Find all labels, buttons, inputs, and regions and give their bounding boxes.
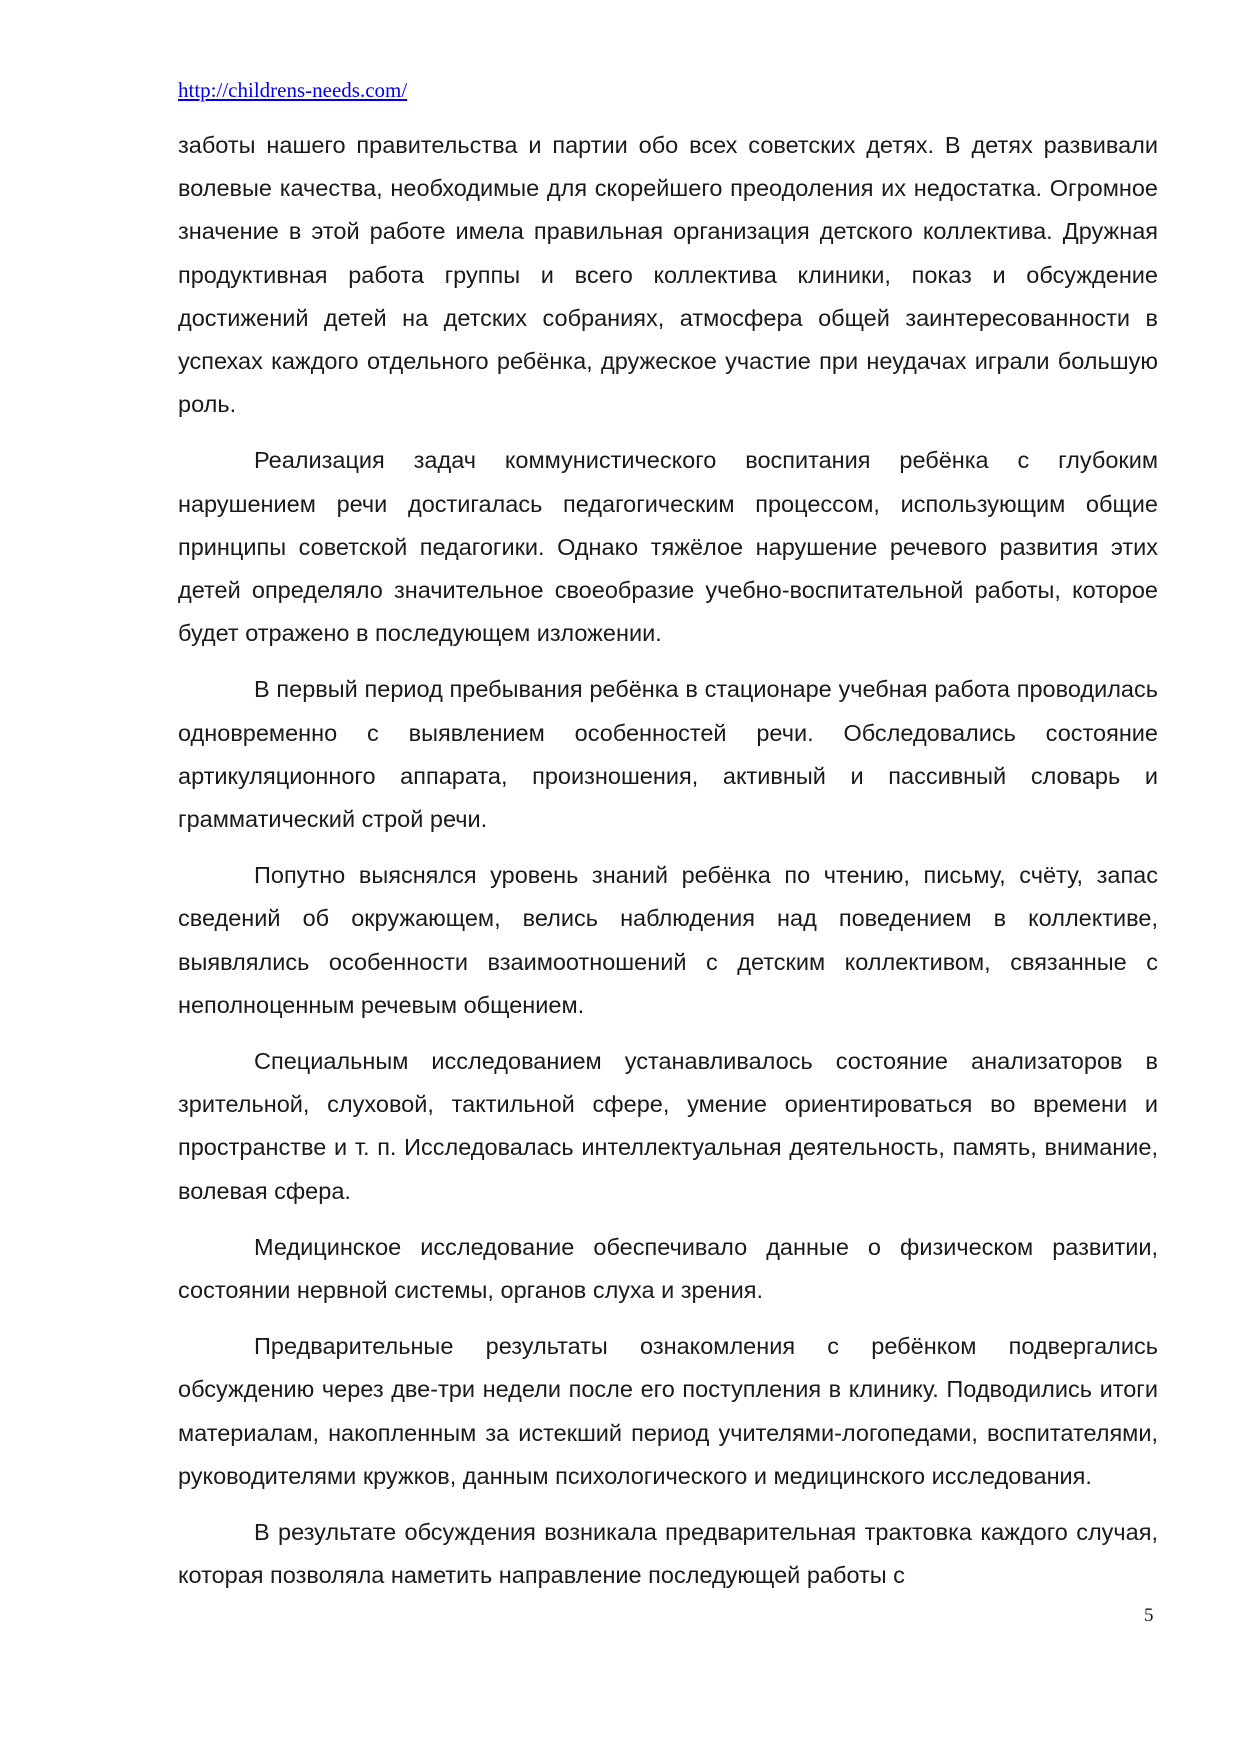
paragraph: В первый период пребывания ребёнка в стационаре учебная работа проводилась одновременно с выявлением особенностей речи. Обследовались состояние артикуляционного аппарата, произношения, активный и пассивный словарь и грамматический строй речи. [178, 676, 1158, 833]
paragraph: Попутно выяснялся уровень знаний ребёнка по чтению, письму, счёту, запас сведений об окружающем, велись наблюдения над поведением в коллективе, выявлялись особенности взаимоотношений с детским коллективом, связанные с неполноценным речевым общением. [178, 862, 1158, 1018]
paragraph: заботы нашего правительства и партии обо всех советских детях. В детях развивали волевые качества, необходимые для скорейшего преодоления их недостатка. Огромное значение в этой работе имела правильная организация детского коллектива. Дружная продуктивная работа группы и всего коллектива клиники, показ и обсуждение достижений детей на детских собраниях, атмосфера общей заинтересованности в успехах каждого отдельного ребёнка, дружеское участие при неудачах играли большую роль. [178, 132, 1158, 418]
body-text [178, 124, 1158, 1598]
header-url-link[interactable]: http://childrens-needs.com/ [178, 78, 408, 102]
page-number: 5 [1144, 1605, 1154, 1626]
paragraph: Реализация задач коммунистического воспитания ребёнка с глубоким нарушением речи достигалась педагогическим процессом, использующим общие принципы советской педагогики. Однако тяжёлое нарушение речевого развития этих детей определяло значительное своеобразие учебно-воспитательной работы, которое будет отражено в последующем изложении. [178, 447, 1158, 647]
paragraph: В результате обсуждения возникала предварительная трактовка каждого случая, которая позволяла наметить направление последующей работы с [178, 1519, 1158, 1589]
paragraph: Специальным исследованием устанавливалось состояние анализаторов в зрительной, слуховой, тактильной сфере, умение ориентироваться во времени и пространстве и т. п. Исследовалась интеллектуальная деятельность, память, внимание, волевая сфера. [178, 1048, 1158, 1204]
paragraph: Медицинское исследование обеспечивало данные о физическом развитии, состоянии нервной системы, органов слуха и зрения. [178, 1233, 1158, 1304]
paragraph: Предварительные результаты ознакомления с ребёнком подвергались обсуждению через две-три недели после его поступления в клинику. Подводились итоги материалам, накопленным за истекший период учителями-логопедами, воспитателями, руководителями кружков, данным психологического и медицинского исследования. [178, 1333, 1158, 1489]
